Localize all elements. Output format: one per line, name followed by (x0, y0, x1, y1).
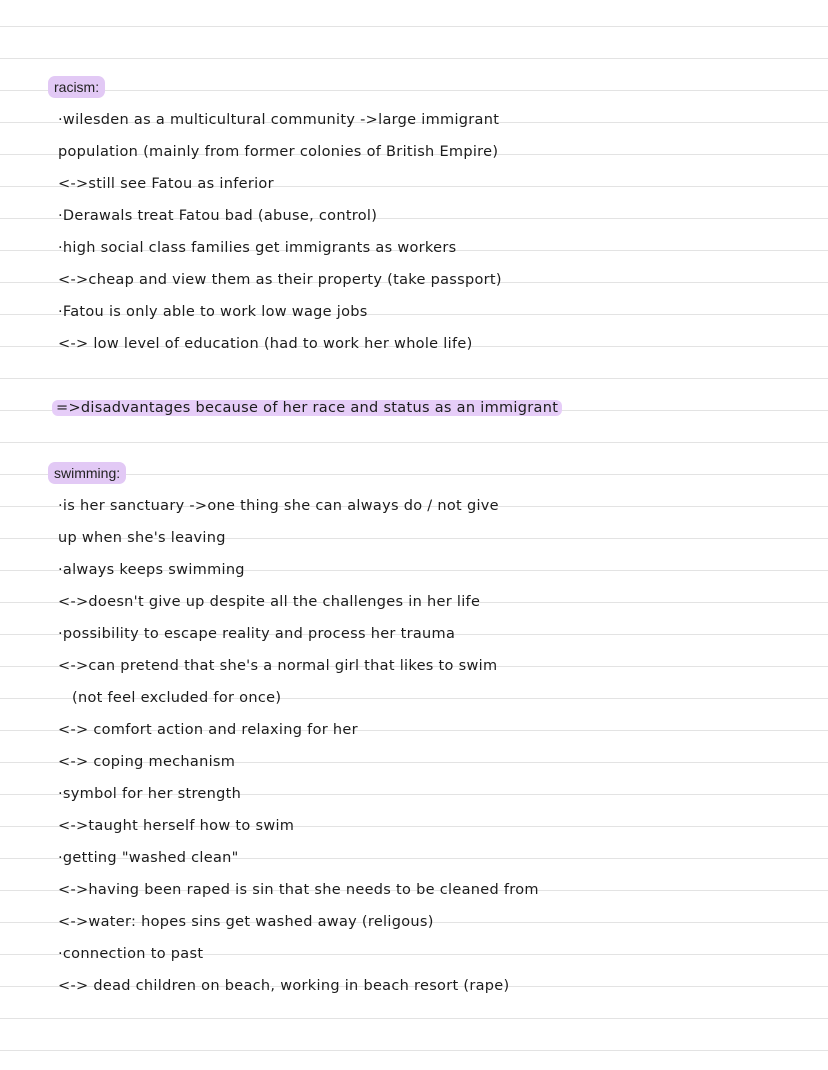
note-line: ·possibility to escape reality and process her trauma (58, 626, 456, 642)
note-line: ·Derawals treat Fatou bad (abuse, control) (58, 208, 378, 224)
note-line: ·connection to past (58, 946, 204, 962)
note-line: <->cheap and view them as their property (take passport) (58, 272, 502, 288)
note-line: <-> dead children on beach, working in beach resort (rape) (58, 978, 510, 994)
note-line: (not feel excluded for once) (72, 690, 282, 706)
note-line: ·always keeps swimming (58, 562, 245, 578)
section-heading-swimming: swimming: (48, 462, 126, 484)
note-line: ·is her sanctuary ->one thing she can always do / not give (58, 498, 499, 514)
note-line: ·high social class families get immigrants as workers (58, 240, 457, 256)
note-line: <->taught herself how to swim (58, 818, 295, 834)
note-line: <->doesn't give up despite all the challenges in her life (58, 594, 481, 610)
note-line: ·wilesden as a multicultural community ->large immigrant (58, 112, 500, 128)
note-line: <->can pretend that she's a normal girl that likes to swim (58, 658, 498, 674)
note-line: <-> low level of education (had to work her whole life) (58, 336, 473, 352)
note-line: ·getting "washed clean" (58, 850, 239, 866)
note-line: <->having been raped is sin that she needs to be cleaned from (58, 882, 539, 898)
note-line: up when she's leaving (58, 530, 226, 546)
note-line: <-> comfort action and relaxing for her (58, 722, 358, 738)
note-line: ·symbol for her strength (58, 786, 242, 802)
conclusion-text: =>disadvantages because of her race and status as an immigrant (52, 400, 562, 416)
conclusion-line (52, 396, 812, 420)
section-heading-racism: racism: (48, 76, 105, 98)
note-line: <->still see Fatou as inferior (58, 176, 274, 192)
note-line: <->water: hopes sins get washed away (religous) (58, 914, 434, 930)
note-line: ·Fatou is only able to work low wage jobs (58, 304, 368, 320)
note-line: population (mainly from former colonies of British Empire) (58, 144, 499, 160)
note-line: <-> coping mechanism (58, 754, 236, 770)
